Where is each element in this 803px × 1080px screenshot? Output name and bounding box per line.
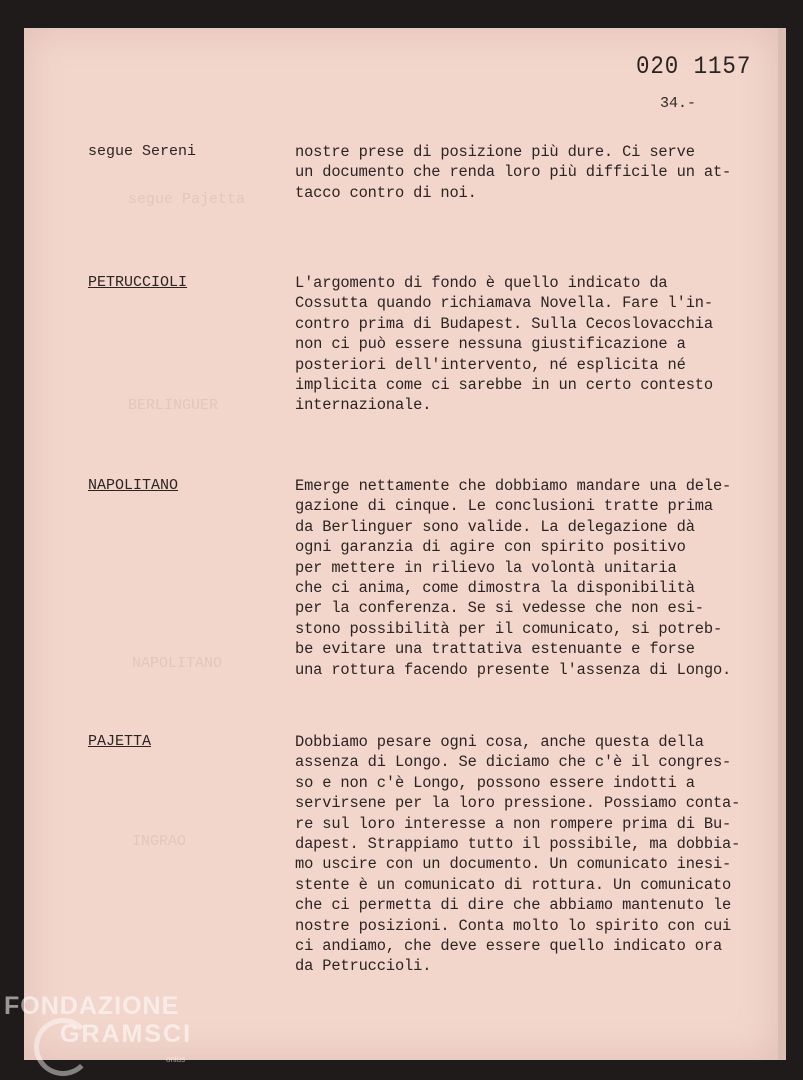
text-line: posteriori dell'intervento, né esplicita né xyxy=(295,355,686,374)
bleed-through: BERLINGUER xyxy=(128,397,219,414)
text-line: gazione di cinque. Le conclusioni tratte prima xyxy=(295,497,713,516)
text-line: nostre posizioni. Conta molto lo spirito con cui xyxy=(295,916,732,935)
statement-pajetta xyxy=(295,732,765,977)
text-line: so e non c'è Longo, possono essere indotti a xyxy=(295,773,695,792)
text-line: re sul loro interesse a non rompere prima di Bu- xyxy=(295,814,732,833)
text-line: un documento che renda loro più difficile un at- xyxy=(295,163,732,182)
text-line: una rottura facendo presente l'assenza di Longo. xyxy=(295,660,732,679)
speaker-sereni: segue Sereni xyxy=(88,143,197,160)
text-line: stono possibilità per il comunicato, si potreb- xyxy=(295,619,723,638)
text-line: Cossutta quando richiamava Novella. Fare l'in- xyxy=(295,294,713,313)
text-line: Dobbiamo pesare ogni cosa, anche questa della xyxy=(295,733,704,751)
text-line: Emerge nettamente che dobbiamo mandare una dele- xyxy=(295,477,732,495)
text-line: non ci può essere nessuna giustificazione a xyxy=(295,335,686,354)
page-number: 34.- xyxy=(660,95,697,112)
text-line: che ci anima, come dimostra la disponibilità xyxy=(295,579,695,598)
text-line: stente è un comunicato di rottura. Un comunicato xyxy=(295,875,732,894)
watermark-line1: FONDAZIONE xyxy=(4,992,180,1020)
statement-petruccioli xyxy=(295,273,765,416)
speaker-pajetta: PAJETTA xyxy=(88,733,152,750)
text-line: ci andiamo, che deve essere quello indicato ora xyxy=(295,937,723,956)
text-line: nostre prese di posizione più dure. Ci serve xyxy=(295,143,695,161)
text-line: ogni garanzia di agire con spirito positivo xyxy=(295,538,686,557)
bleed-through: INGRAO xyxy=(132,833,187,850)
text-line: implicita come ci sarebbe in un certo contesto xyxy=(295,376,713,395)
text-line: per mettere in rilievo la volontà unitaria xyxy=(295,558,677,577)
text-line: L'argomento di fondo è quello indicato da xyxy=(295,274,668,292)
text-line: da Berlinguer sono valide. La delegazione dà xyxy=(295,517,695,536)
text-line: servirsene per la loro pressione. Possiamo conta- xyxy=(295,794,741,813)
page-edge xyxy=(778,28,786,1060)
watermark-logo xyxy=(4,992,193,1064)
statement-napolitano xyxy=(295,476,765,680)
speaker-petruccioli: PETRUCCIOLI xyxy=(88,274,188,291)
watermark-line2: GRAMSCI xyxy=(60,1020,193,1048)
text-line: internazionale. xyxy=(295,396,432,415)
text-line: che ci permetta di dire che abbiamo mantenuto le xyxy=(295,896,732,915)
statement-sereni xyxy=(295,142,765,203)
archive-number: 020 1157 xyxy=(636,52,752,81)
watermark-sub: onlus xyxy=(166,1055,186,1064)
text-line: be evitare una trattativa estenuante e forse xyxy=(295,640,695,659)
text-line: mo uscire con un documento. Un comunicato inesi- xyxy=(295,855,732,874)
text-line: assenza di Longo. Se diciamo che c'è il congres- xyxy=(295,753,732,772)
speaker-napolitano: NAPOLITANO xyxy=(88,477,179,494)
text-line: dapest. Strappiamo tutto il possibile, ma dobbia- xyxy=(295,835,741,854)
bleed-through: segue Pajetta xyxy=(128,191,246,208)
text-line: contro prima di Budapest. Sulla Cecoslovacchia xyxy=(295,314,713,333)
text-line: per la conferenza. Se si vedesse che non esi- xyxy=(295,599,704,618)
bleed-through: NAPOLITANO xyxy=(132,655,223,672)
text-line: da Petruccioli. xyxy=(295,957,432,976)
text-line: tacco contro di noi. xyxy=(295,183,477,202)
